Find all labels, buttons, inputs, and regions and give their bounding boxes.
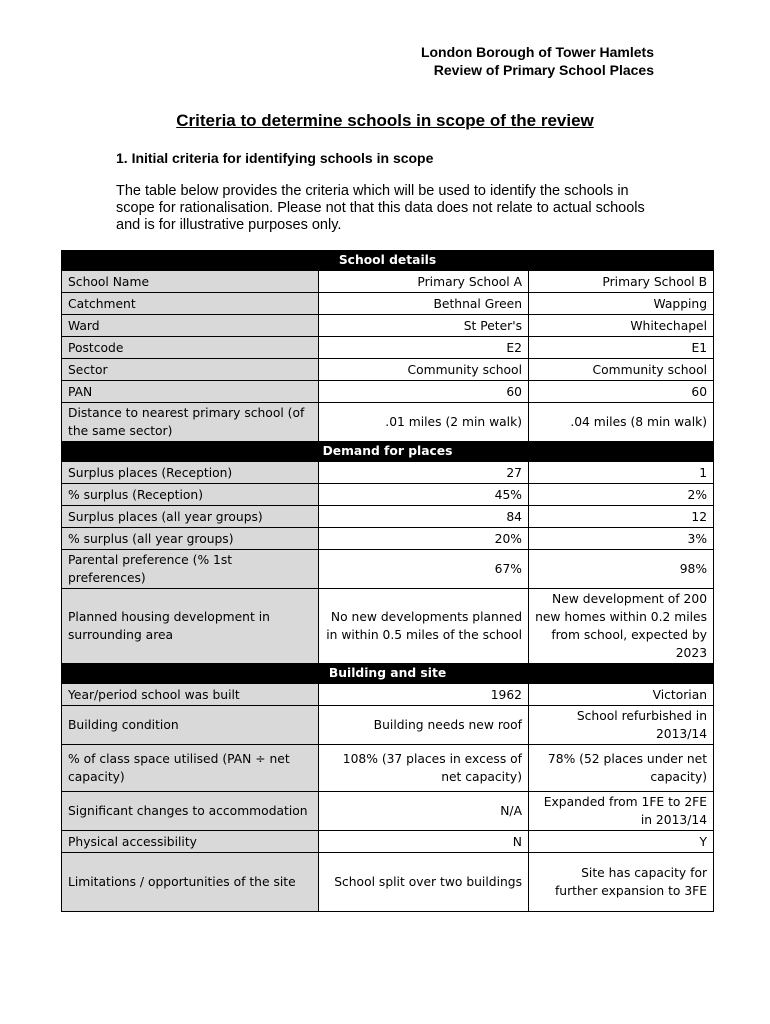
table-row xyxy=(62,745,714,792)
row-label: Catchment xyxy=(62,293,319,315)
school-a-value: 20% xyxy=(319,528,529,550)
table-row xyxy=(62,337,714,359)
school-a-value: N xyxy=(319,831,529,853)
table-row xyxy=(62,684,714,706)
school-b-value: Expanded from 1FE to 2FE in 2013/14 xyxy=(529,792,714,831)
row-label: PAN xyxy=(62,381,319,403)
school-a-value: E2 xyxy=(319,337,529,359)
section-header-building-site: Building and site xyxy=(62,664,714,684)
school-b-value: Victorian xyxy=(529,684,714,706)
school-a-value: 1962 xyxy=(319,684,529,706)
school-b-value: 98% xyxy=(529,550,714,589)
row-label: Year/period school was built xyxy=(62,684,319,706)
school-a-value: St Peter's xyxy=(319,315,529,337)
table-row xyxy=(62,589,714,664)
school-b-value: 12 xyxy=(529,506,714,528)
school-a-value: 84 xyxy=(319,506,529,528)
school-b-value: 2% xyxy=(529,484,714,506)
table-row xyxy=(62,506,714,528)
school-a-value: School split over two buildings xyxy=(319,853,529,912)
row-label: Postcode xyxy=(62,337,319,359)
row-label: Ward xyxy=(62,315,319,337)
school-b-value: Primary School B xyxy=(529,271,714,293)
school-b-value: Y xyxy=(529,831,714,853)
intro-paragraph: The table below provides the criteria which will be used to identify the schools in scope for rationalisation. Please not that this data does not relate to actual schools and is for illustrative purposes only. xyxy=(116,183,645,233)
row-label: % surplus (all year groups) xyxy=(62,528,319,550)
table-row xyxy=(62,403,714,442)
school-a-value: Bethnal Green xyxy=(319,293,529,315)
row-label: Significant changes to accommodation xyxy=(62,792,319,831)
row-label: Planned housing development in surrounding area xyxy=(62,589,319,664)
header-review-title: Review of Primary School Places xyxy=(433,62,654,78)
school-b-value: Community school xyxy=(529,359,714,381)
row-label: Building condition xyxy=(62,706,319,745)
school-b-value: E1 xyxy=(529,337,714,359)
table-row xyxy=(62,792,714,831)
row-label: % surplus (Reception) xyxy=(62,484,319,506)
section-header-demand: Demand for places xyxy=(62,442,714,462)
section-heading: 1. Initial criteria for identifying schools in scope xyxy=(116,150,434,166)
school-a-value: Building needs new roof xyxy=(319,706,529,745)
school-a-value: Community school xyxy=(319,359,529,381)
table-row xyxy=(62,315,714,337)
school-b-value: 3% xyxy=(529,528,714,550)
school-b-value: Whitechapel xyxy=(529,315,714,337)
table-row xyxy=(62,484,714,506)
row-label: Surplus places (Reception) xyxy=(62,462,319,484)
table-row xyxy=(62,271,714,293)
row-label: % of class space utilised (PAN ÷ net capacity) xyxy=(62,745,319,792)
school-a-value: 27 xyxy=(319,462,529,484)
school-b-value: Site has capacity for further expansion to 3FE xyxy=(529,853,714,912)
section-header-school-details: School details xyxy=(62,251,714,271)
school-a-value: 60 xyxy=(319,381,529,403)
table-row xyxy=(62,359,714,381)
school-a-value: N/A xyxy=(319,792,529,831)
table-row xyxy=(62,528,714,550)
school-a-value: 108% (37 places in excess of net capacity) xyxy=(319,745,529,792)
table-row xyxy=(62,706,714,745)
table-row xyxy=(62,381,714,403)
school-b-value: School refurbished in 2013/14 xyxy=(529,706,714,745)
table-row xyxy=(62,853,714,912)
school-a-value: Primary School A xyxy=(319,271,529,293)
row-label: Surplus places (all year groups) xyxy=(62,506,319,528)
header-organisation: London Borough of Tower Hamlets xyxy=(420,44,654,60)
table-row xyxy=(62,462,714,484)
row-label: School Name xyxy=(62,271,319,293)
school-b-value: 78% (52 places under net capacity) xyxy=(529,745,714,792)
school-b-value: 60 xyxy=(529,381,714,403)
table-row xyxy=(62,831,714,853)
criteria-table xyxy=(61,250,714,912)
school-b-value: Wapping xyxy=(529,293,714,315)
school-b-value: New development of 200 new homes within 0.2 miles from school, expected by 2023 xyxy=(529,589,714,664)
school-a-value: 67% xyxy=(319,550,529,589)
school-a-value: 45% xyxy=(319,484,529,506)
school-b-value: .04 miles (8 min walk) xyxy=(529,403,714,442)
row-label: Distance to nearest primary school (of the same sector) xyxy=(62,403,319,442)
school-b-value: 1 xyxy=(529,462,714,484)
table-row xyxy=(62,293,714,315)
row-label: Physical accessibility xyxy=(62,831,319,853)
document-header xyxy=(421,43,654,79)
table-row xyxy=(62,550,714,589)
school-a-value: No new developments planned in within 0.5 miles of the school xyxy=(319,589,529,664)
page-title: Criteria to determine schools in scope of the review xyxy=(176,111,594,130)
row-label: Parental preference (% 1st preferences) xyxy=(62,550,319,589)
school-a-value: .01 miles (2 min walk) xyxy=(319,403,529,442)
row-label: Limitations / opportunities of the site xyxy=(62,853,319,912)
row-label: Sector xyxy=(62,359,319,381)
